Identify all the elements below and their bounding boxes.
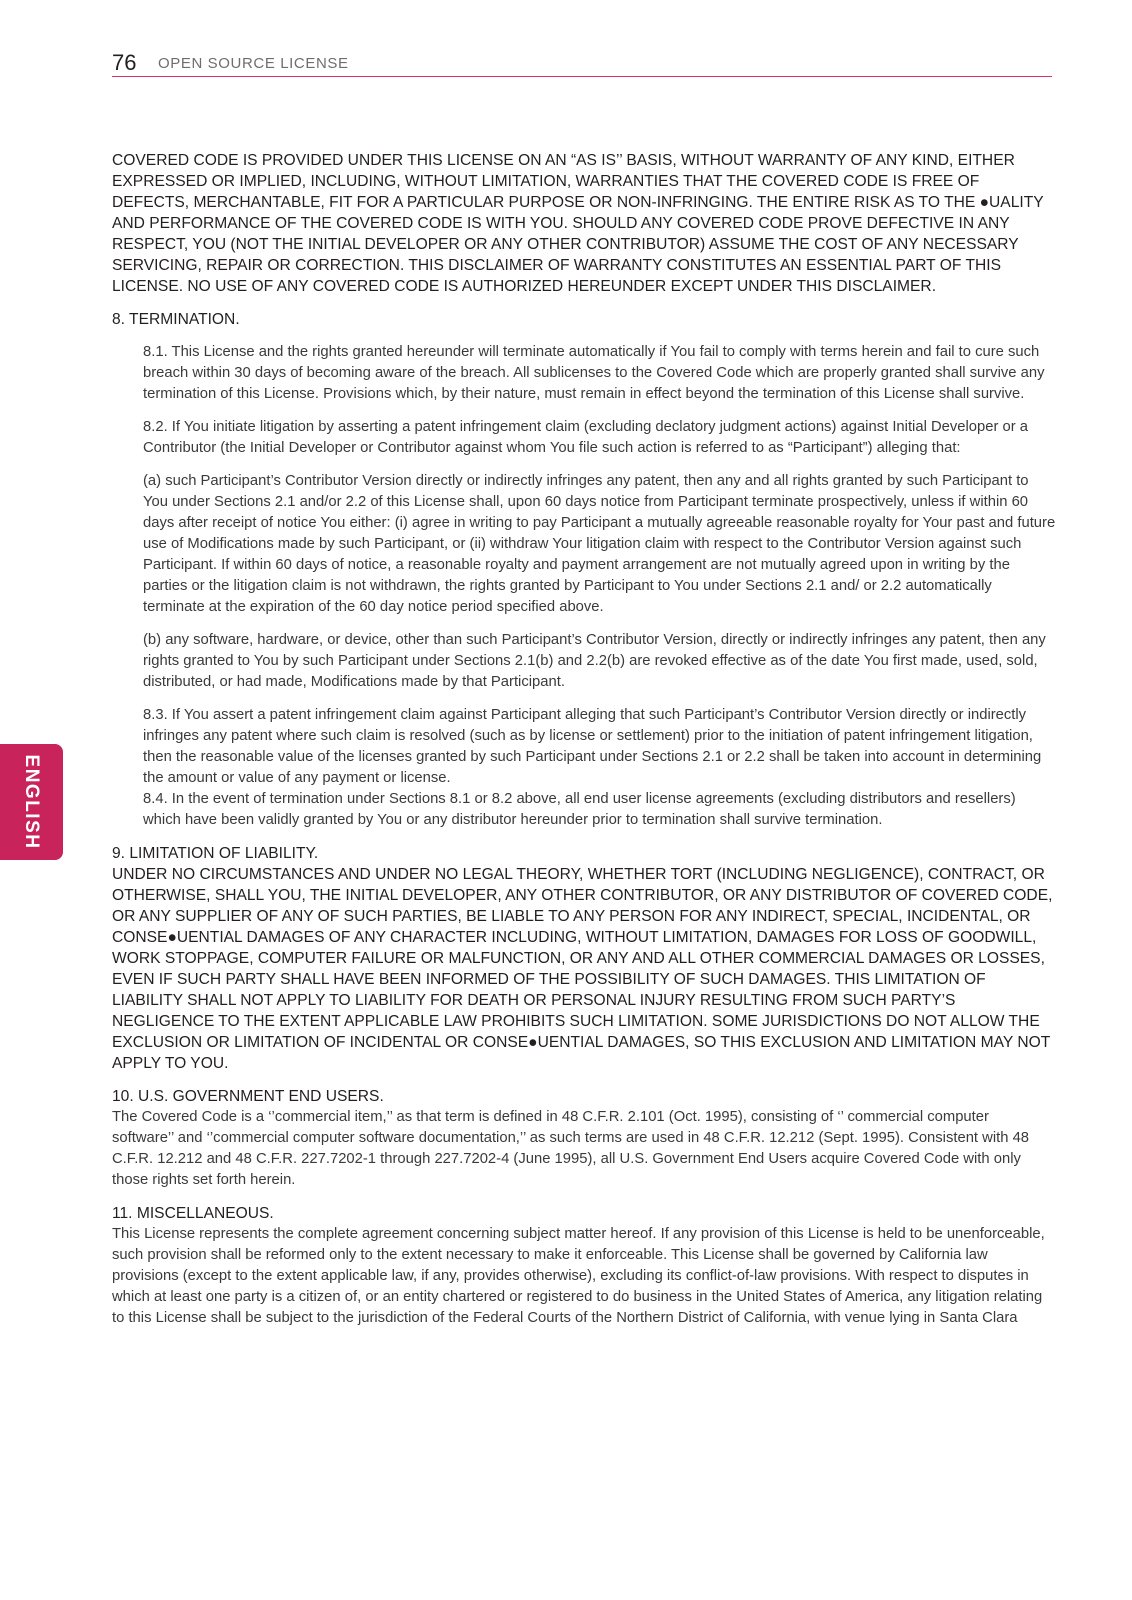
termination-8-2-b: (b) any software, hardware, or device, other than such Participant’s Contributor Version, directly or indirectly infringes any patent, then any rights granted to You by such Participant under Sections 2.1(b) and 2.2(b) are revoked effective as of the date You first made, used, sold, distributed, or had made, Modifications made by that Participant. xyxy=(143,632,1046,690)
termination-8-1: 8.1. This License and the rights granted hereunder will terminate automatically if You fail to comply with terms herein and fail to cure such breach within 30 days of becoming aware of the breach. All sublicenses to the Covered Code which are properly granted shall survive any termination of this License. Provisions which, by their nature, must remain in effect beyond the termination of this License shall survive. xyxy=(143,344,1045,402)
termination-8-2: 8.2. If You initiate litigation by asserting a patent infringement claim (excluding declatory judgment actions) against Initial Developer or a Contributor (the Initial Developer or Contributor against whom You file such action is referred to as “Participant”) alleging that: xyxy=(143,419,1029,456)
page-header xyxy=(112,48,1052,77)
termination-heading: 8. TERMINATION. xyxy=(112,311,240,328)
termination-8-2-a: (a) such Participant’s Contributor Version directly or indirectly infringes any patent, then any and all rights granted by such Participant to You under Sections 2.1 and/or 2.2 of this License shall, upon 60 days notice from Participant terminate prospectively, unless if within 60 days after receipt of notice You either: (i) agree in writing to pay Participant a mutually agreeable reasonable royalty for Your past and future use of Modifications made by such Participant, or (ii) withdraw Your litigation claim with respect to the Contributor Version against such Participant. If within 60 days of notice, a reasonable royalty and payment arrangement are not mutually agreed upon in writing by the parties or the litigation claim is not withdrawn, the rights granted by Participant to You under Sections 2.1 and/ or 2.2 automatically terminate at the expiration of the 60 day notice period specified above. xyxy=(143,473,1056,615)
section-title: OPEN SOURCE LICENSE xyxy=(158,55,349,72)
termination-8-4: 8.4. In the event of termination under Sections 8.1 or 8.2 above, all end user license agreements (excluding distributors and resellers) which have been validly granted by You or any distributor hereunder prior to termination shall survive termination. xyxy=(143,791,1016,828)
government-text: The Covered Code is a ‘’commercial item,’’ as that term is defined in 48 C.F.R. 2.101 (Oct. 1995), consisting of ‘’ commercial computer software’’ and ‘’commercial computer software documentation,’’ as such terms are used in 48 C.F.R. 12.212 (Sept. 1995). Consistent with 48 C.F.R. 12.212 and 48 C.F.R. 227.7202-1 through 227.7202-4 (June 1995), all U.S. Government End Users acquire Covered Code with only those rights set forth herein. xyxy=(112,1109,1030,1188)
liability-text: UNDER NO CIRCUMSTANCES AND UNDER NO LEGAL THEORY, WHETHER TORT (INCLUDING NEGLIGENCE), CONTRACT, OR OTHERWISE, SHALL YOU, THE INITIAL DEVELOPER, ANY OTHER CONTRIBUTOR, OR ANY DISTRIBUTOR OF COVERED CODE, OR ANY SUPPLIER OF ANY OF SUCH PARTIES, BE LIABLE TO ANY PERSON FOR ANY INDIRECT, SPECIAL, INCIDENTAL, OR CONSE●UENTIAL DAMAGES OF ANY CHARACTER INCLUDING, WITHOUT LIMITATION, DAMAGES FOR LOSS OF GOODWILL, WORK STOPPAGE, COMPUTER FAILURE OR MALFUNCTION, OR ANY AND ALL OTHER COMMERCIAL DAMAGES OR LOSSES, EVEN IF SUCH PARTY SHALL HAVE BEEN INFORMED OF THE POSSIBILITY OF SUCH DAMAGES. THIS LIMITATION OF LIABILITY SHALL NOT APPLY TO LIABILITY FOR DEATH OR PERSONAL INJURY RESULTING FROM SUCH PARTY’S NEGLIGENCE TO THE EXTENT APPLICABLE LAW PROHIBITS SUCH LIMITATION. SOME JURISDICTIONS DO NOT ALLOW THE EXCLUSION OR LIMITATION OF INCIDENTAL OR CONSE●UENTIAL DAMAGES, SO THIS EXCLUSION AND LIMITATION MAY NOT APPLY TO YOU. xyxy=(112,866,1053,1072)
page-number: 76 xyxy=(112,50,137,75)
government-heading: 10. U.S. GOVERNMENT END USERS. xyxy=(112,1088,384,1105)
miscellaneous-text: This License represents the complete agreement concerning subject matter hereof. If any provision of this License is held to be unenforceable, such provision shall be reformed only to the extent necessary to make it enforceable. This License shall be governed by California law provisions (except to the extent applicable law, if any, provides otherwise), excluding its conflict-of-law provisions. With respect to disputes in which at least one party is a citizen of, or an entity chartered or registered to do business in the United States of America, any litigation relating to this License shall be subject to the jurisdiction of the Federal Courts of the Northern District of California, with venue lying in Santa Clara xyxy=(112,1226,1045,1326)
language-tab-label: ENGLISH xyxy=(21,754,42,850)
license-content xyxy=(112,150,1054,1329)
miscellaneous-heading: 11. MISCELLANEOUS. xyxy=(112,1205,274,1222)
language-tab xyxy=(0,744,63,860)
warranty-disclaimer: COVERED CODE IS PROVIDED UNDER THIS LICENSE ON AN “AS IS’’ BASIS, WITHOUT WARRANTY OF ANY KIND, EITHER EXPRESSED OR IMPLIED, INCLUDING, WITHOUT LIMITATION, WARRANTIES THAT THE COVERED CODE IS FREE OF DEFECTS, MERCHANTABLE, FIT FOR A PARTICULAR PURPOSE OR NON-INFRINGING. THE ENTIRE RISK AS TO THE ●UALITY AND PERFORMANCE OF THE COVERED CODE IS WITH YOU. SHOULD ANY COVERED CODE PROVE DEFECTIVE IN ANY RESPECT, YOU (NOT THE INITIAL DEVELOPER OR ANY OTHER CONTRIBUTOR) ASSUME THE COST OF ANY NECESSARY SERVICING, REPAIR OR CORRECTION. THIS DISCLAIMER OF WARRANTY CONSTITUTES AN ESSENTIAL PART OF THIS LICENSE. NO USE OF ANY COVERED CODE IS AUTHORIZED HEREUNDER EXCEPT UNDER THIS DISCLAIMER. xyxy=(112,152,1044,295)
liability-heading: 9. LIMITATION OF LIABILITY. xyxy=(112,845,319,862)
termination-8-3: 8.3. If You assert a patent infringement claim against Participant alleging that such Participant’s Contributor Version directly or indirectly infringes any patent where such claim is resolved (such as by license or settlement) prior to the initiation of patent infringement litigation, then the reasonable value of the licenses granted by such Participant under Sections 2.1 or 2.2 shall be taken into account in determining the amount or value of any payment or license. xyxy=(143,707,1042,786)
